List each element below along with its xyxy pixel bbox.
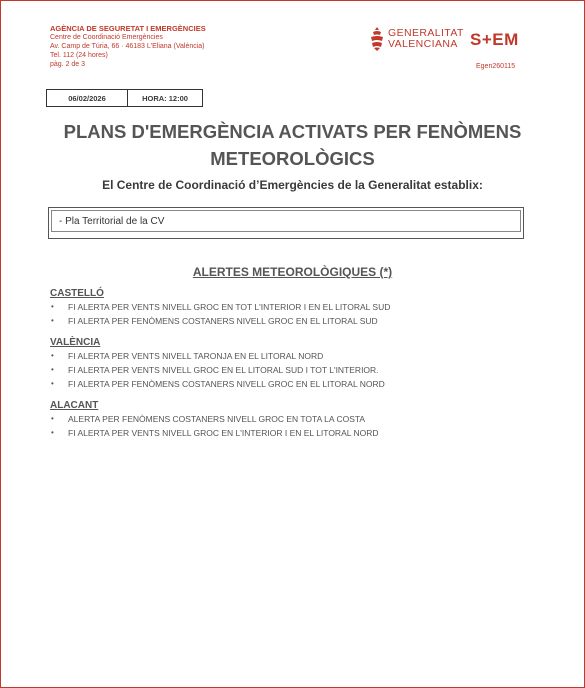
plan-text: - Pla Territorial de la CV	[51, 210, 521, 232]
page-title: PLANS D'EMERGÈNCIA ACTIVATS PER FENÒMENS METEOROLÒGICS	[63, 121, 522, 169]
list-item	[50, 412, 530, 426]
plan-box	[48, 207, 524, 239]
bullet-icon: •	[51, 414, 54, 423]
list-item	[50, 377, 530, 391]
region-name: VALÈNCIA	[50, 337, 101, 348]
alert-text: FI ALERTA PER VENTS NIVELL GROC EN L'INTERIOR I EN EL LITORAL NORD	[68, 428, 379, 438]
bullet-icon: •	[51, 428, 54, 437]
region-alacant	[50, 400, 530, 440]
alert-text: FI ALERTA PER VENTS NIVELL GROC EN TOT L'INTERIOR I EN EL LITORAL SUD	[68, 302, 391, 312]
bullet-icon: •	[51, 316, 54, 325]
alerts-heading: ALERTES METEOROLÒGIQUES (*)	[192, 265, 393, 279]
agency-header	[50, 24, 206, 69]
document-code: Egen260115	[476, 63, 516, 70]
date-time-box	[46, 89, 203, 107]
agency-department: Centre de Coordinació Emergències	[50, 34, 163, 41]
bullet-icon: •	[51, 351, 54, 360]
region-valencia	[50, 337, 530, 391]
generalitat-logo	[370, 26, 464, 52]
date-value: 06/02/2026	[47, 90, 128, 106]
alert-list	[50, 349, 530, 391]
alert-text: FI ALERTA PER FENÒMENS COSTANERS NIVELL GROC EN EL LITORAL SUD	[68, 316, 378, 326]
list-item	[50, 363, 530, 377]
logo-line-1: GENERALITAT	[388, 27, 464, 39]
logo-line-2: VALENCIANA	[388, 38, 458, 50]
bullet-icon: •	[51, 379, 54, 388]
region-name: CASTELLÓ	[50, 288, 104, 299]
list-item	[50, 426, 530, 440]
alert-text: ALERTA PER FENÒMENS COSTANERS NIVELL GROC EN TOTA LA COSTA	[68, 414, 366, 424]
list-item	[50, 349, 530, 363]
region-name: ALACANT	[50, 400, 99, 411]
alert-text: FI ALERTA PER VENTS NIVELL TARONJA EN EL LITORAL NORD	[68, 351, 324, 361]
bullet-icon: •	[51, 302, 54, 311]
agency-phone: Tel. 112 (24 hores)	[50, 52, 108, 59]
page-number: pàg. 2 de 3	[50, 61, 86, 68]
sem-logo: S+EM	[470, 30, 519, 49]
list-item	[50, 314, 530, 328]
generalitat-emblem-icon	[370, 26, 384, 52]
bullet-icon: •	[51, 365, 54, 374]
alert-text: FI ALERTA PER FENÒMENS COSTANERS NIVELL GROC EN EL LITORAL NORD	[68, 379, 385, 389]
alert-list	[50, 412, 530, 440]
agency-address: Av. Camp de Túria, 66 · 46183 L'Eliana (València)	[50, 43, 205, 50]
list-item	[50, 300, 530, 314]
alert-text: FI ALERTA PER VENTS NIVELL GROC EN EL LITORAL SUD I TOT L'INTERIOR.	[68, 365, 379, 375]
agency-name: AGÈNCIA DE SEGURETAT I EMERGÈNCIES	[50, 24, 206, 33]
page-subtitle: El Centre de Coordinació d’Emergències de la Generalitat establix:	[102, 178, 483, 192]
region-castello	[50, 288, 530, 328]
alert-list	[50, 300, 530, 328]
time-value: HORA: 12:00	[142, 93, 188, 103]
